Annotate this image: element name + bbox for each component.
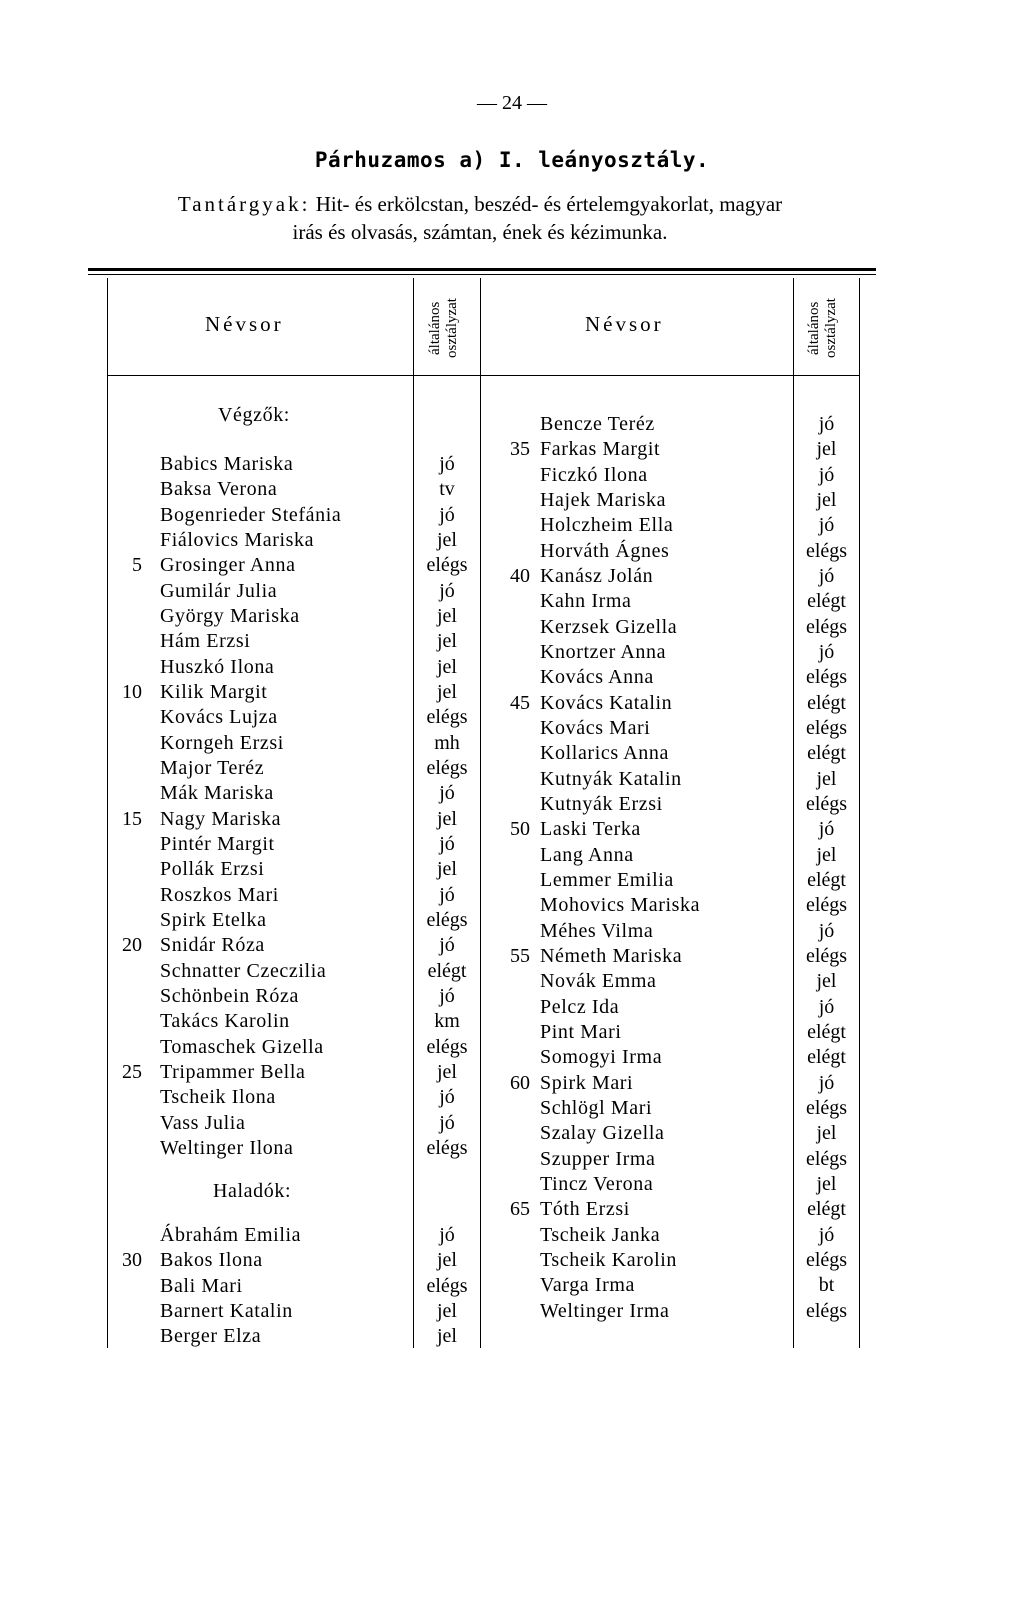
student-name: György Mariska xyxy=(160,604,300,627)
student-name: Kovács Mari xyxy=(540,716,651,739)
grade: elégs xyxy=(805,615,848,638)
list-item xyxy=(0,437,1024,462)
list-item xyxy=(0,1248,1024,1273)
grade: jel xyxy=(816,438,837,461)
student-name: Somogyi Irma xyxy=(540,1046,663,1069)
student-name: Kilik Margit xyxy=(160,680,268,703)
list-item xyxy=(0,1020,1024,1045)
grade: elégt xyxy=(807,1198,846,1221)
grade: jel xyxy=(437,680,457,703)
student-name: Tscheik Karolin xyxy=(540,1248,678,1271)
grade: elégs xyxy=(805,1248,848,1271)
grade: elégs xyxy=(426,1136,468,1159)
left-grade-header-line2: osztályzat xyxy=(444,298,460,358)
list-item xyxy=(0,792,1024,817)
student-name: Lemmer Emilia xyxy=(540,868,674,891)
grade: jel xyxy=(437,1060,457,1083)
grade: elégs xyxy=(426,1274,468,1297)
student-name: Méhes Vilma xyxy=(540,919,654,942)
student-name: Knortzer Anna xyxy=(540,640,667,663)
grade: jó xyxy=(439,883,455,906)
student-name: Laski Terka xyxy=(540,818,641,841)
grade: jó xyxy=(439,832,455,855)
list-item xyxy=(0,944,1024,969)
grade: elégs xyxy=(805,1299,848,1322)
grade: jó xyxy=(439,1086,455,1109)
student-name: Kahn Irma xyxy=(540,590,632,613)
list-item xyxy=(0,995,1024,1020)
grade: jó xyxy=(818,919,835,942)
subjects-line2: irás és olvasás, számtan, ének és kézimunka. xyxy=(292,220,668,244)
grade: elégs xyxy=(426,554,468,577)
list-item xyxy=(0,1121,1024,1146)
student-name: Szalay Gizella xyxy=(540,1122,665,1145)
row-number: 30 xyxy=(122,1249,142,1272)
student-name: Barnert Katalin xyxy=(160,1299,293,1322)
list-item xyxy=(0,488,1024,513)
grade: elégt xyxy=(427,959,467,982)
list-item xyxy=(0,817,1024,842)
grade: jó xyxy=(818,640,835,663)
left-grade-header-line1: általános xyxy=(427,301,443,355)
row-number: 65 xyxy=(510,1198,530,1221)
student-name: Schönbein Róza xyxy=(160,984,299,1007)
student-name: Kanász Jolán xyxy=(540,564,654,587)
student-name: Weltinger Ilona xyxy=(160,1136,294,1159)
grade: jel xyxy=(816,1172,837,1195)
student-name: Kovács Katalin xyxy=(540,691,673,714)
student-name: Bencze Teréz xyxy=(540,413,655,435)
student-name: Tscheik Janka xyxy=(540,1223,661,1246)
student-name: Németh Mariska xyxy=(540,944,683,967)
list-item xyxy=(0,969,1024,994)
student-name: Kerzsek Gizella xyxy=(540,615,678,638)
grade: jó xyxy=(818,1071,835,1094)
student-name: Huszkó Ilona xyxy=(160,655,275,678)
row-number: 45 xyxy=(510,691,530,714)
grade: jó xyxy=(818,413,835,435)
left-grade-header xyxy=(427,286,461,370)
list-item xyxy=(0,1096,1024,1121)
grade: jó xyxy=(818,1223,835,1246)
list-item xyxy=(0,843,1024,868)
list-item xyxy=(0,741,1024,766)
row-number: 50 xyxy=(510,818,530,841)
list-item xyxy=(0,539,1024,564)
student-name: Schlögl Mari xyxy=(540,1096,653,1119)
row-number: 35 xyxy=(510,438,530,461)
grade: jó xyxy=(439,1224,455,1246)
student-name: Spirk Etelka xyxy=(160,908,267,931)
student-name: Farkas Margit xyxy=(540,438,661,461)
student-name: Tomaschek Gizella xyxy=(160,1035,324,1058)
grade: jó xyxy=(439,453,455,475)
student-name: Snidár Róza xyxy=(160,934,265,957)
right-grade-header xyxy=(806,286,840,370)
grade: jel xyxy=(437,1249,457,1272)
page-title: Párhuzamos a) I. leányosztály. xyxy=(314,148,710,172)
grade: elégs xyxy=(426,1035,468,1058)
student-name: Bogenrieder Stefánia xyxy=(160,503,342,526)
table-top-rule-thin xyxy=(88,274,876,275)
student-name: Varga Irma xyxy=(540,1274,636,1297)
student-name: Holczheim Ella xyxy=(540,514,674,537)
student-name: Pollák Erzsi xyxy=(160,858,265,881)
grade: elégs xyxy=(805,944,848,967)
list-item xyxy=(0,893,1024,918)
student-name: Tscheik Ilona xyxy=(160,1086,276,1109)
right-grade-header-line1: általános xyxy=(806,301,822,355)
grade: elégs xyxy=(805,666,848,689)
header-bottom-rule xyxy=(108,375,860,376)
grade: tv xyxy=(439,478,455,501)
grade: elégs xyxy=(426,706,468,729)
row-number: 55 xyxy=(510,944,530,967)
row-number: 60 xyxy=(510,1071,530,1094)
grade: jel xyxy=(816,767,837,790)
row-number: 20 xyxy=(122,934,142,957)
grade: elégs xyxy=(805,894,848,917)
list-item xyxy=(0,1045,1024,1070)
grade: elégs xyxy=(805,539,848,562)
grade: jel xyxy=(437,807,457,830)
student-name: Spirk Mari xyxy=(540,1071,634,1094)
grade: bt xyxy=(818,1274,835,1297)
list-item xyxy=(0,1223,1024,1248)
list-item xyxy=(0,868,1024,893)
student-name: Kollarics Anna xyxy=(540,742,669,765)
grade: jó xyxy=(439,984,455,1007)
section-vegzok: Végzők: xyxy=(218,404,290,426)
right-name-header: Névsor xyxy=(585,312,664,336)
grade: elégs xyxy=(426,756,468,779)
grade: jel xyxy=(816,843,837,866)
student-name: Kutnyák Erzsi xyxy=(540,792,663,815)
grade: jel xyxy=(816,488,837,511)
student-name: Bakos Ilona xyxy=(160,1249,263,1272)
right-grade-header-line2: osztályzat xyxy=(823,298,839,358)
list-item xyxy=(0,716,1024,741)
student-name: Pelcz Ida xyxy=(540,995,620,1018)
section-haladok: Haladók: xyxy=(213,1180,292,1202)
student-name: Tripammer Bella xyxy=(160,1060,306,1083)
list-item xyxy=(0,1172,1024,1197)
grade: jel xyxy=(437,1325,457,1348)
student-name: Kutnyák Katalin xyxy=(540,767,682,790)
subjects-line1: Hit- és erkölcstan, beszéd- és értelemgyakorlat, magyar xyxy=(315,192,783,216)
grade: jó xyxy=(439,579,455,602)
student-name: Schnatter Czeczilia xyxy=(160,959,327,982)
student-name: Weltinger Irma xyxy=(540,1299,670,1322)
grade: jó xyxy=(818,995,835,1018)
list-item xyxy=(0,1273,1024,1298)
student-name: Bali Mari xyxy=(160,1274,243,1297)
grade: km xyxy=(434,1010,460,1033)
student-name: Hám Erzsi xyxy=(160,630,251,653)
student-name: Roszkos Mari xyxy=(160,883,279,906)
student-name: Baksa Verona xyxy=(160,478,278,501)
student-name: Kovács Anna xyxy=(540,666,654,689)
student-name: Szupper Irma xyxy=(540,1147,656,1170)
student-name: Berger Elza xyxy=(160,1325,262,1348)
student-name: Mohovics Mariska xyxy=(540,894,701,917)
grade: elégs xyxy=(805,1096,848,1119)
grade: jel xyxy=(437,858,457,881)
grade: jó xyxy=(818,514,835,537)
student-name: Tóth Erzsi xyxy=(540,1198,630,1221)
student-name: Ábrahám Emilia xyxy=(160,1224,302,1246)
student-name: Babics Mariska xyxy=(160,453,294,475)
grade: elégt xyxy=(807,1046,846,1069)
grade: elégt xyxy=(807,590,846,613)
grade: jó xyxy=(439,782,455,805)
student-name: Nagy Mariska xyxy=(160,807,282,830)
subjects-label: Tantárgyak: xyxy=(177,192,311,216)
row-number: 10 xyxy=(122,680,142,703)
row-number: 5 xyxy=(132,554,142,577)
grade: mh xyxy=(434,731,460,754)
student-name: Kovács Lujza xyxy=(160,706,278,729)
list-item xyxy=(0,919,1024,944)
student-name: Korngeh Erzsi xyxy=(160,731,284,754)
grade: elégs xyxy=(805,716,848,739)
page-number: — 24 — xyxy=(477,92,547,114)
student-name: Mák Mariska xyxy=(160,782,274,805)
grade: jó xyxy=(439,934,455,957)
grade: elégs xyxy=(805,792,848,815)
grade: jó xyxy=(439,503,455,526)
grade: jel xyxy=(816,970,837,993)
grade: elégt xyxy=(807,742,846,765)
grade: jó xyxy=(818,818,835,841)
grade: elégt xyxy=(807,1020,846,1043)
grade: elégs xyxy=(426,908,468,931)
list-item xyxy=(0,564,1024,589)
list-item xyxy=(0,513,1024,538)
list-item xyxy=(0,767,1024,792)
student-name: Grosinger Anna xyxy=(160,554,296,577)
list-item xyxy=(0,412,1024,437)
grade: jel xyxy=(437,1299,457,1322)
list-item xyxy=(0,615,1024,640)
grade: jel xyxy=(437,528,457,551)
table-top-rule xyxy=(88,268,876,271)
student-name: Fiálovics Mariska xyxy=(160,528,315,551)
grade: jel xyxy=(437,630,457,653)
list-item xyxy=(0,665,1024,690)
student-name: Novák Emma xyxy=(540,970,657,993)
grade: jó xyxy=(818,564,835,587)
list-item xyxy=(0,1197,1024,1222)
student-name: Major Teréz xyxy=(160,756,265,779)
row-number: 40 xyxy=(510,564,530,587)
student-name: Horváth Ágnes xyxy=(540,539,670,562)
student-name: Ficzkó Ilona xyxy=(540,463,648,486)
grade: elégt xyxy=(807,868,846,891)
grade: jel xyxy=(437,604,457,627)
student-name: Lang Anna xyxy=(540,843,634,866)
grade: elégs xyxy=(805,1147,848,1170)
student-name: Hajek Mariska xyxy=(540,488,667,511)
list-item xyxy=(0,640,1024,665)
list-item xyxy=(0,1324,1024,1349)
list-item xyxy=(0,463,1024,488)
grade: jó xyxy=(439,1111,455,1134)
student-name: Takács Karolin xyxy=(160,1010,290,1033)
student-name: Gumilár Julia xyxy=(160,579,278,602)
list-item xyxy=(0,1147,1024,1172)
list-item xyxy=(0,1299,1024,1324)
list-item xyxy=(0,1071,1024,1096)
student-name: Pintér Margit xyxy=(160,832,275,855)
row-number: 25 xyxy=(122,1060,142,1083)
subjects-paragraph xyxy=(80,190,880,246)
list-item xyxy=(0,691,1024,716)
grade: jel xyxy=(437,655,457,678)
student-name: Pint Mari xyxy=(540,1020,622,1043)
row-number: 15 xyxy=(122,807,142,830)
grade: elégt xyxy=(807,691,846,714)
student-name: Tincz Verona xyxy=(540,1172,654,1195)
grade: jel xyxy=(816,1122,837,1145)
list-item xyxy=(0,589,1024,614)
student-name: Vass Julia xyxy=(160,1111,246,1134)
left-name-header: Névsor xyxy=(205,312,284,336)
grade: jó xyxy=(818,463,835,486)
